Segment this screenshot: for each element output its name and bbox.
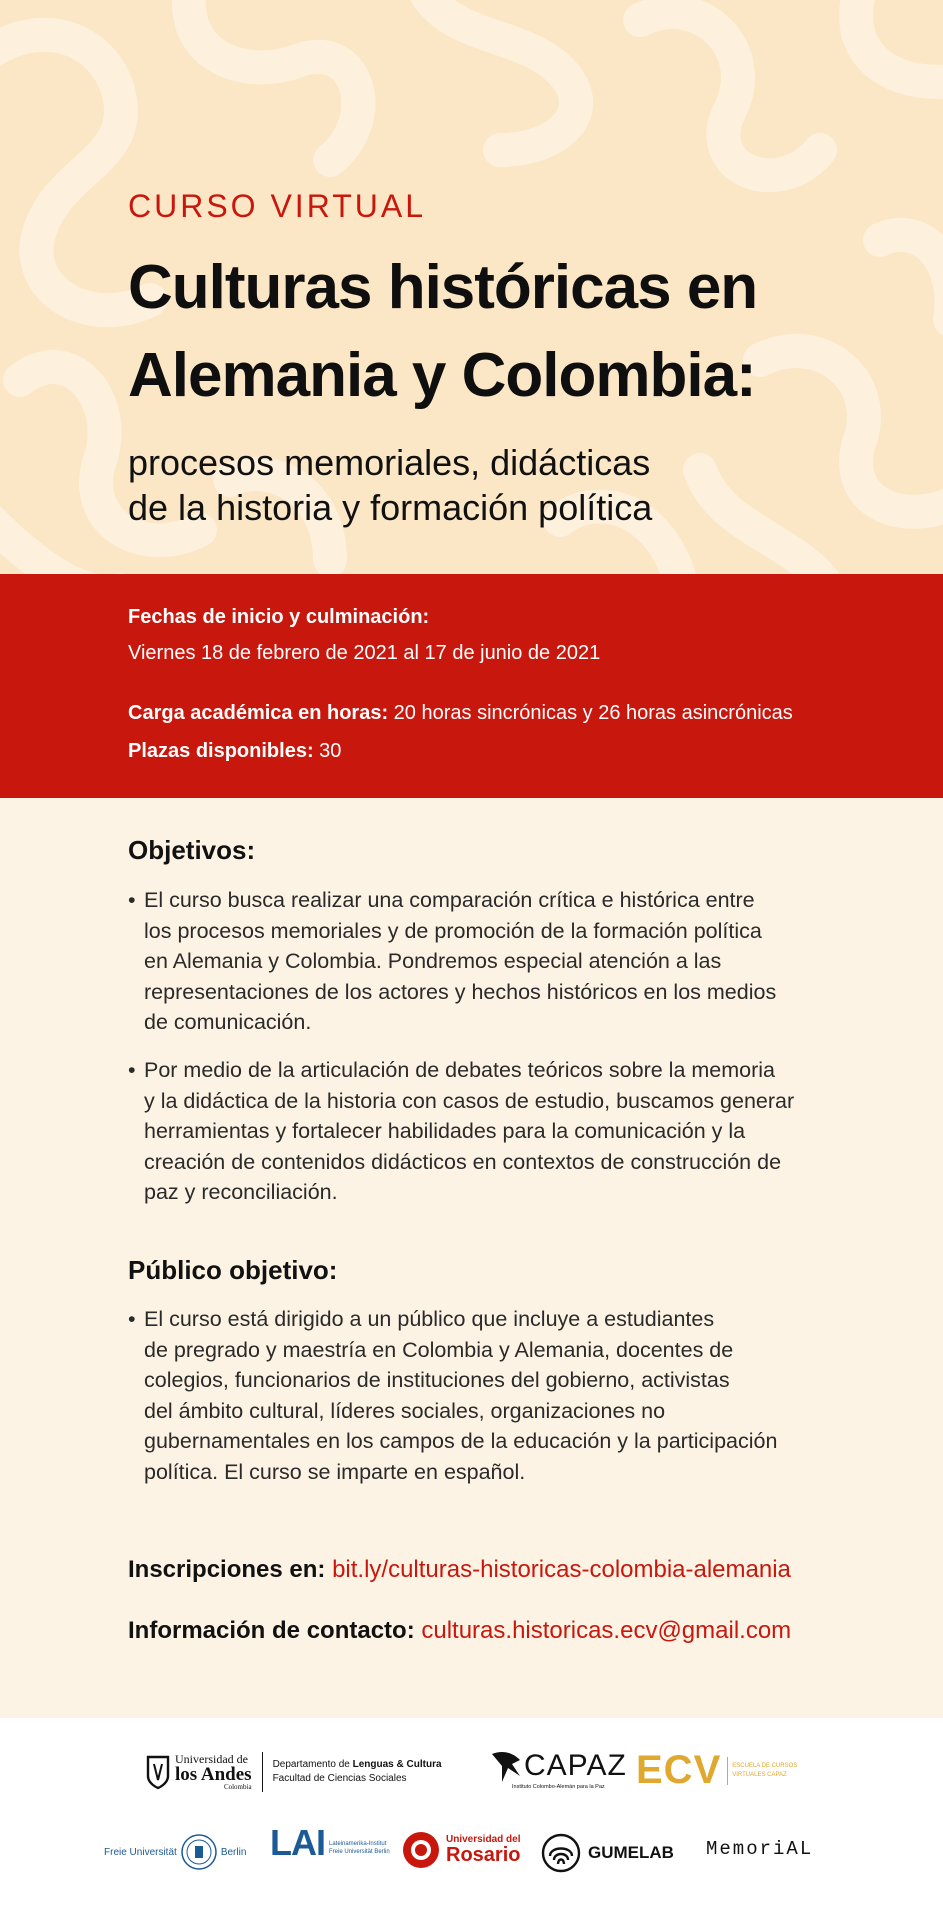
uniandes-sub: Colombia: [223, 1783, 252, 1791]
objectives-heading: Objetivos:: [128, 835, 256, 865]
logo-fu-berlin: [104, 1832, 246, 1872]
subtitle-line-2: de la historia y formación política: [128, 487, 653, 528]
fu-left-text: Freie Universität: [104, 1846, 177, 1858]
capaz-bird-icon: [490, 1746, 524, 1786]
registration-link[interactable]: bit.ly/culturas-historicas-colombia-alemania: [332, 1556, 791, 1583]
rosario-top: Universidad del: [446, 1834, 521, 1845]
bullet-icon: •: [128, 1058, 136, 1082]
department-name: Departamento de Lenguas & Cultura: [272, 1759, 442, 1770]
logo-memorial: [706, 1838, 813, 1860]
objective-item-2: • Por medio de la articulación de debates teóricos sobre la memoria y la didáctica de la historia con casos de estudio, buscamos generar herramientas y fortalecer habilidades para la comunicación y la creación de contenidos didácticos en contextos de construcción de paz y reconciliación.: [128, 1055, 868, 1208]
contact-email-link[interactable]: culturas.historicas.ecv@gmail.com: [421, 1617, 792, 1644]
uniandes-main: los Andes: [175, 1764, 252, 1785]
lai-subtitle-2: Freie Universität Berlin: [329, 1849, 390, 1855]
dates-value: Viernes 18 de febrero de 2021 al 17 de junio de 2021: [128, 642, 601, 664]
seats-value: 30: [313, 740, 342, 762]
ecv-subtitle-1: ESCUELA DE CURSOS: [732, 1762, 798, 1769]
partner-logos: [0, 1718, 943, 1920]
dates-label: Fechas de inicio y culminación:: [128, 606, 430, 628]
course-details-band: [0, 574, 943, 798]
course-type-label: CURSO VIRTUAL: [128, 188, 427, 224]
bullet-icon: •: [128, 1307, 136, 1331]
logo-divider: [262, 1752, 263, 1792]
rosario-main: Rosario: [446, 1844, 521, 1866]
page-subtitle: [128, 440, 652, 530]
uniandes-top: Universidad de: [175, 1752, 248, 1766]
ecv-subtitle-2: VIRTUALES CAPAZ: [732, 1771, 787, 1778]
registration-line: [128, 1556, 791, 1584]
capaz-wordmark: CAPAZ: [524, 1749, 627, 1782]
academic-load-value: 20 horas sincrónicas y 26 horas asincrónicas: [388, 702, 793, 724]
registration-label: Inscripciones en:: [128, 1556, 326, 1583]
subtitle-line-1: procesos memoriales, didácticas: [128, 442, 651, 483]
academic-load: [128, 702, 793, 725]
fu-seal-icon: [179, 1832, 219, 1872]
memorial-wordmark: MemoriAL: [706, 1838, 814, 1860]
logo-lai: [270, 1822, 390, 1864]
faculty-name: Facultad de Ciencias Sociales: [272, 1773, 407, 1784]
capaz-subtitle: Instituto Colombo-Alemán para la Paz: [512, 1784, 605, 1790]
audience-item-1: • El curso está dirigido a un público que incluye a estudiantes de pregrado y maestría en Colombia y Alemania, docentes de colegios, funcionarios de instituciones del gobierno, activistas del ámbito cultural, líderes sociales, organizaciones no gubernamentales en los campos de la educación y la participación política. El curso se imparte en español.: [128, 1304, 868, 1487]
logo-uniandes: [145, 1752, 442, 1792]
page-title: [128, 244, 757, 420]
rosario-seal-icon: [400, 1828, 442, 1872]
logo-ecv: [636, 1748, 797, 1793]
logo-gumelab: [540, 1832, 674, 1874]
title-line-2: Alemania y Colombia:: [128, 341, 756, 410]
logo-rosario: [400, 1828, 520, 1872]
ecv-wordmark: ECV: [636, 1748, 722, 1792]
ecv-divider: [727, 1757, 728, 1785]
bullet-icon: •: [128, 888, 136, 912]
seats-label: Plazas disponibles:: [128, 740, 314, 762]
seats: [128, 740, 341, 763]
title-line-1: Culturas históricas en: [128, 253, 758, 322]
gumelab-fingerprint-icon: [540, 1832, 582, 1874]
gumelab-wordmark: GUMELAB: [588, 1843, 674, 1862]
academic-load-label: Carga académica en horas:: [128, 702, 389, 724]
audience-heading: Público objetivo:: [128, 1255, 338, 1285]
lai-wordmark: LAI: [270, 1822, 325, 1863]
logo-capaz: [490, 1746, 627, 1790]
contact-label: Información de contacto:: [128, 1617, 415, 1644]
contact-line: [128, 1617, 791, 1645]
uniandes-seal-icon: [145, 1754, 171, 1790]
fu-right-text: Berlin: [220, 1846, 247, 1858]
objective-item-1: • El curso busca realizar una comparación crítica e histórica entre los procesos memoriales y de promoción de la formación política en Alemania y Colombia. Pondremos especial atención a las representaciones de los actores y hechos históricos en los medios de comunicación.: [128, 885, 868, 1038]
lai-subtitle-1: Lateinamerika-Institut: [329, 1841, 387, 1847]
